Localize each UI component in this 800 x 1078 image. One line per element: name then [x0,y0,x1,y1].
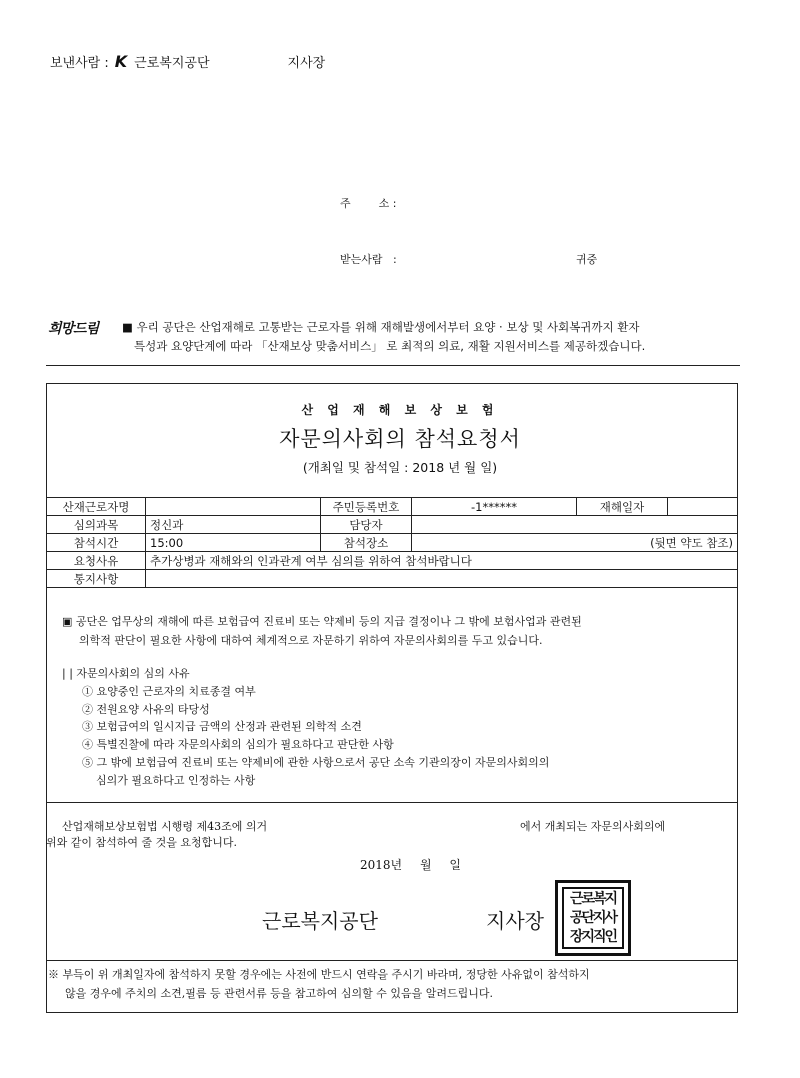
department-value: 정신과 [146,516,321,534]
list-item: ③ 보험급여의 일시지급 금액의 산정과 관련된 의학적 소견 [82,720,362,734]
purpose-line-1: ▣ 공단은 업무상의 재해에 따른 보험급여 진료비 또는 약제비 등의 지급 결정이나 그 밖에 보험사업과 관련된 [62,615,582,628]
purpose-paragraph [62,612,582,650]
worker-name-label: 산재근로자명 [47,498,146,516]
footnote-line-2: 않을 경우에 주치의 소견,필름 등 관련서류 등을 참고하여 심의할 수 있음을 알려드립니다. [65,987,493,1000]
footnote-line-1: ※ 부득이 위 개최일자에 참석하지 못할 경우에는 사전에 반드시 연락을 주시기 바라며, 정당한 사유없이 참석하지 [48,968,590,981]
footnote [48,965,590,1003]
honorific: 귀중 [576,253,598,266]
table-row [47,534,738,552]
accident-date-label: 재해일자 [577,498,668,516]
place-label: 참석장소 [321,534,412,552]
table-row [47,516,738,534]
time-value: 15:00 [146,534,321,552]
list-item: ② 전원요양 사유의 타당성 [82,702,210,716]
memo-value [146,570,738,588]
hope-dream-logo-icon: 희망드림 [48,321,99,337]
table-row [47,498,738,516]
sender-line [50,52,325,71]
reasons-title: | | 자문의사회의 심의 사유 [62,667,190,680]
recipient-label: 받는사람 : [340,253,397,266]
sender-title: 지사장 [287,56,326,71]
kcomwel-logo-icon: K [114,52,127,71]
reason-label: 요청사유 [47,552,146,570]
service-notice [122,318,772,356]
closing-line-1: 산업재해보상보험법 시행령 제43조에 의거 [62,820,268,833]
seal-row: 장지직인 [569,929,617,946]
section-divider [46,802,738,803]
rrn-value: -1****** [412,498,577,516]
law-title: 산 업 재 해 보 상 보 험 [301,403,499,417]
place-note: (뒷면 약도 참조) [412,534,738,552]
info-table [46,497,738,588]
purpose-line-2: 의학적 판단이 필요한 사항에 대하여 체계적으로 자문하기 위하여 자문의사회의를 두고 있습니다. [79,634,543,647]
table-row [47,552,738,570]
signature-org: 근로복지공단 [262,909,378,933]
sign-date: 2018년 월 일 [360,858,461,872]
table-row [47,570,738,588]
manager-label: 담당자 [321,516,412,534]
department-label: 심의과목 [47,516,146,534]
address-label: 주 소 : [340,197,397,210]
manager-value [412,516,738,534]
seal-row: 공단지사 [569,909,617,926]
rrn-label: 주민등록번호 [321,498,412,516]
official-seal-icon [555,880,631,956]
closing-line-2: 에서 개최되는 자문의사회의에 [520,820,666,833]
time-label: 참석시간 [47,534,146,552]
list-item: ④ 특별진찰에 따라 자문의사회의 심의가 필요하다고 판단한 사항 [82,738,394,752]
signature-title: 지사장 [486,909,544,933]
list-item-continued: 심의가 필요하다고 인정하는 사항 [96,773,256,787]
worker-name-value [146,498,321,516]
header-divider [46,365,740,366]
list-item: ① 요양중인 근로자의 치료종결 여부 [82,684,256,698]
sender-label: 보낸사람 : [50,56,109,71]
footnote-divider [46,960,738,961]
closing-line-3: 위와 같이 참석하여 줄 것을 요청합니다. [46,836,237,849]
seal-inner [562,887,624,949]
form-title: 자문의사회의 참석요청서 [279,427,521,451]
notice-line-2: 특성과 요양단계에 따라 「산재보상 맞춤서비스」 로 최적의 의료, 재활 지원서비스를 제공하겠습니다. [134,339,646,353]
seal-row: 근로복지 [569,890,617,907]
meeting-date-line: (개최일 및 참석일 : 2018 년 월 일) [302,460,498,475]
sender-org: 근로복지공단 [134,56,210,71]
reason-value: 추가상병과 재해와의 인과관계 여부 심의를 위하여 참석바랍니다 [146,552,738,570]
list-item: ⑤ 그 밖에 보험급여 진료비 또는 약제비에 관한 사항으로서 공단 소속 기관의장이 자문의사회의의 [82,755,550,769]
notice-line-1: ■ 우리 공단은 산업재해로 고통받는 근로자를 위해 재해발생에서부터 요양 · 보상 및 사회복귀까지 환자 [122,320,640,334]
accident-date-value [668,498,738,516]
review-reasons [62,665,549,790]
memo-label: 통지사항 [47,570,146,588]
